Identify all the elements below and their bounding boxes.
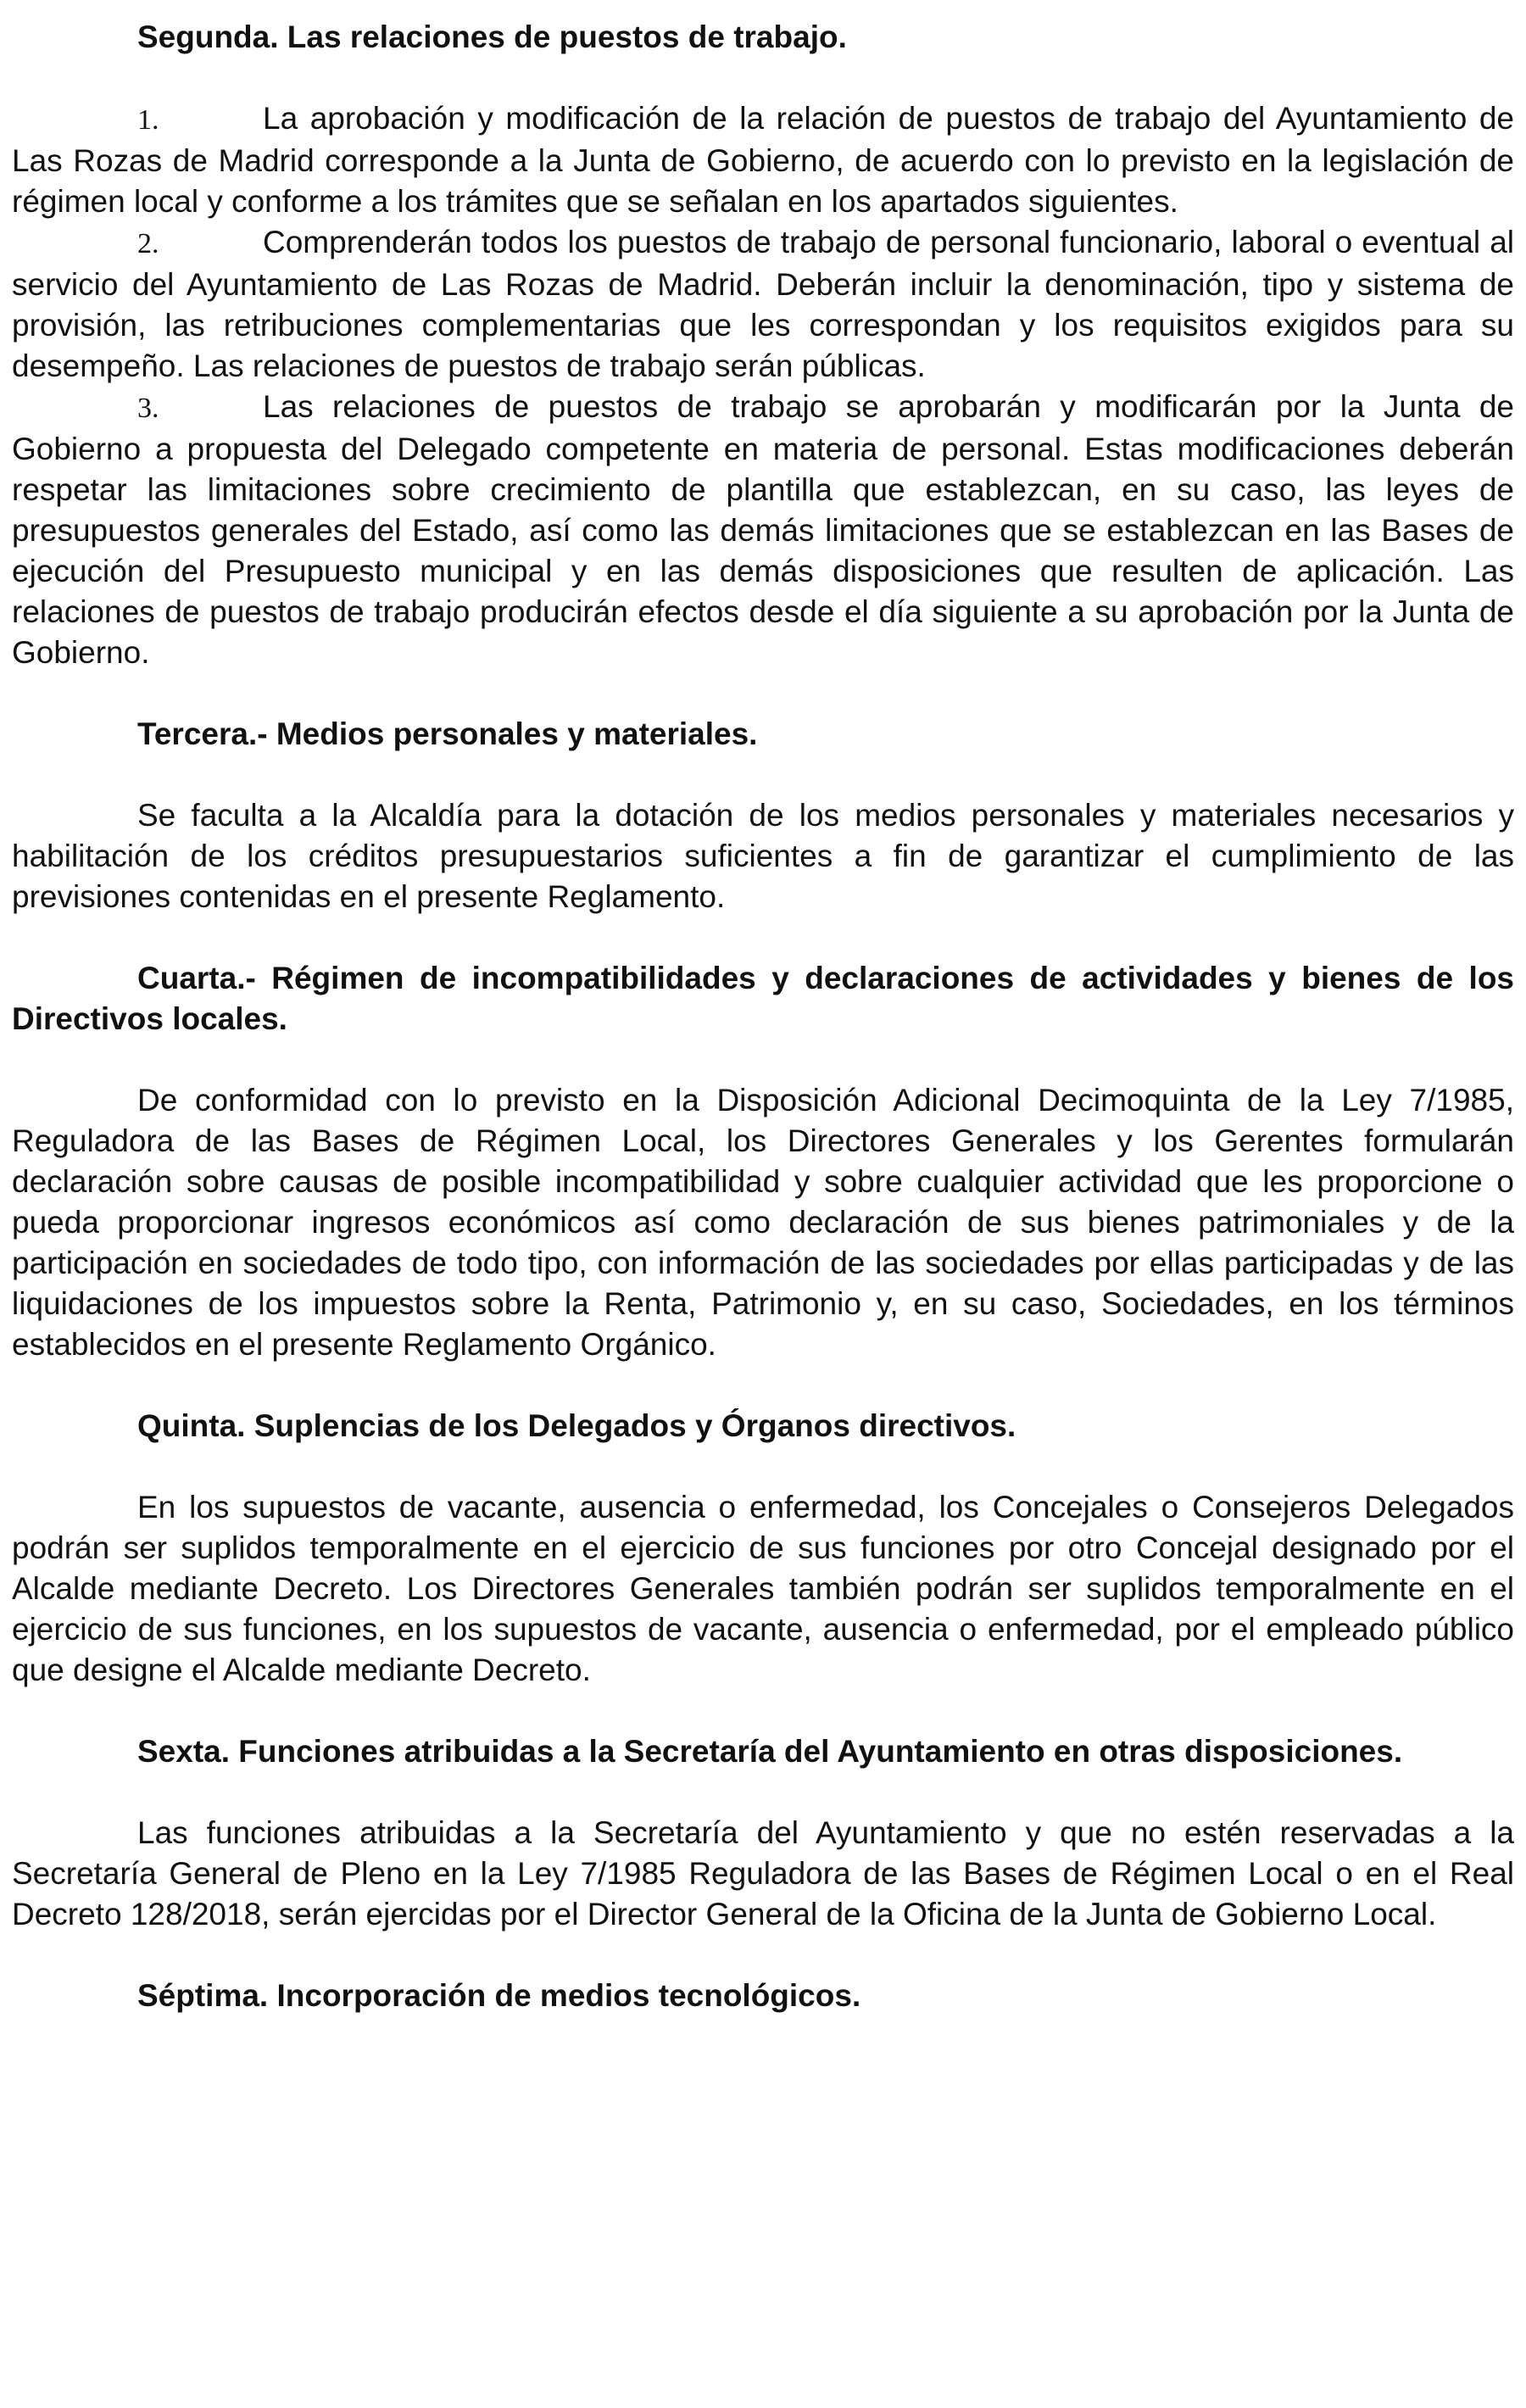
spacer [12, 673, 1514, 714]
section-heading-tercera: Tercera.- Medios personales y materiales. [137, 716, 758, 751]
section-body-cuarta: De conformidad con lo previsto en la Disposición Adicional Decimoquinta de la Ley 7/1985, Reguladora de las Bases de Régimen Local, los Directores Generales y los Gerentes formularán declaración sobre causas de posible incompatibilidad y sobre cualquier actividad que les proporcione o pueda proporcionar ingresos económicos así como declaración de sus bienes patrimoniales y de la participación en sociedades de todo tipo, con información de las sociedades por ellas participadas y de las liquidaciones de los impuestos sobre la Renta, Patrimonio y, en su caso, Sociedades, en los términos establecidos en el presente Reglamento Orgánico. [12, 1083, 1514, 1362]
spacer [12, 1935, 1514, 1976]
paragraph-text: La aprobación y modificación de la relación de puestos de trabajo del Ayuntamiento de Las Rozas de Madrid corresponde a la Junta de Gobierno, de acuerdo con lo previsto en la legislación de régimen local y conforme a los trámites que se señalan en los apartados siguientes. [12, 101, 1514, 219]
paragraph-number: 2. [137, 228, 159, 259]
paragraph-text: Las relaciones de puestos de trabajo se aprobarán y modificarán por la Junta de Gobierno a propuesta del Delegado competente en materia de personal. Estas modificaciones deberán respetar las limitaciones sobre crecimiento de plantilla que establezcan, en su caso, las leyes de presupuestos generales del Estado, así como las demás limitaciones que se establezcan en las Bases de ejecución del Presupuesto municipal y en las demás disposiciones que resulten de aplicación. Las relaciones de puestos de trabajo producirán efectos desde el día siguiente a su aprobación por la Junta de Gobierno. [12, 389, 1514, 670]
section-body-sexta: Las funciones atribuidas a la Secretaría del Ayuntamiento y que no estén reservadas a la Secretaría General de Pleno en la Ley 7/1985 Reguladora de las Bases de Régimen Local o en el Real Decreto 128/2018, serán ejercidas por el Director General de la Oficina de la Junta de Gobierno Local. [12, 1815, 1514, 1931]
section-body-quinta: En los supuestos de vacante, ausencia o enfermedad, los Concejales o Consejeros Delegados podrán ser suplidos temporalmente en el ejercicio de sus funciones por otro Concejal designado por el Alcalde mediante Decreto. Los Directores Generales también podrán ser suplidos temporalmente en el ejercicio de sus funciones, en los supuestos de vacante, ausencia o enfermedad, por el empleado público que designe el Alcalde mediante Decreto. [12, 1490, 1514, 1687]
section-heading-cuarta: Cuarta.- Régimen de incompatibilidades y declaraciones de actividades y bienes de los Directivos locales. [12, 961, 1514, 1036]
spacer [12, 1040, 1514, 1080]
numbered-paragraph-1 [12, 98, 1514, 222]
spacer [12, 58, 1514, 98]
document-page [12, 17, 1514, 2016]
spacer [12, 1365, 1514, 1406]
section-heading-septima: Séptima. Incorporación de medios tecnológicos. [137, 1978, 861, 2013]
section-body-tercera: Se faculta a la Alcaldía para la dotación de los medios personales y materiales necesarios y habilitación de los créditos presupuestarios suficientes a fin de garantizar el cumplimiento de las previsiones contenidas en el presente Reglamento. [12, 798, 1514, 914]
spacer [12, 1446, 1514, 1487]
spacer [12, 755, 1514, 795]
numbered-paragraph-3 [12, 387, 1514, 673]
section-heading-quinta: Quinta. Suplencias de los Delegados y Órganos directivos. [137, 1408, 1016, 1443]
spacer [12, 1772, 1514, 1813]
paragraph-number: 3. [137, 393, 159, 424]
numbered-paragraph-2 [12, 222, 1514, 387]
section-heading-sexta: Sexta. Funciones atribuidas a la Secretaría del Ayuntamiento en otras disposiciones. [137, 1734, 1403, 1769]
spacer [12, 1691, 1514, 1731]
paragraph-number: 1. [137, 104, 159, 136]
section-heading-segunda: Segunda. Las relaciones de puestos de trabajo. [137, 20, 847, 54]
paragraph-text: Comprenderán todos los puestos de trabajo de personal funcionario, laboral o eventual al servicio del Ayuntamiento de Las Rozas de Madrid. Deberán incluir la denominación, tipo y sistema de provisión, las retribuciones complementarias que les correspondan y los requisitos exigidos para su desempeño. Las relaciones de puestos de trabajo serán públicas. [12, 225, 1514, 383]
spacer [12, 917, 1514, 958]
